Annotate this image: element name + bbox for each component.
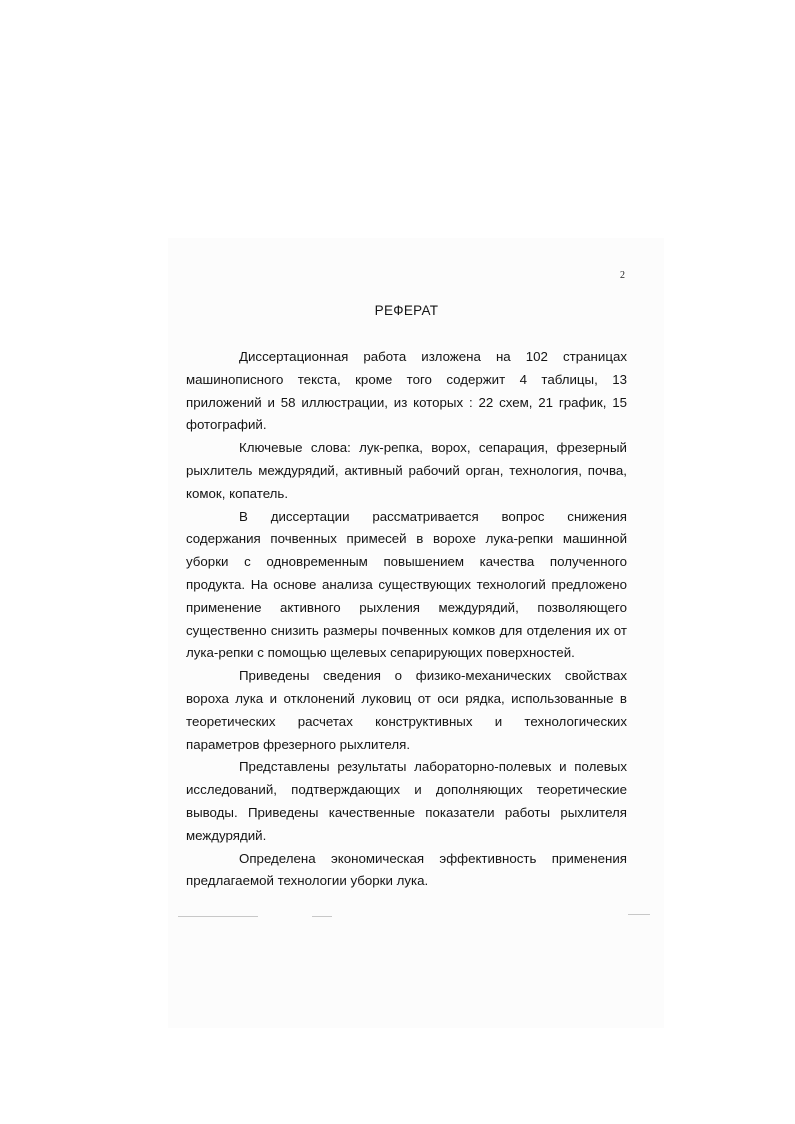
paragraph-summary: Диссертационная работа изложена на 102 страницах машинописного текста, кроме того содержит 4 таблицы, 13 приложений и 58 иллюстрации, из которых : 22 схем, 21 график, 15 фотографий. (186, 349, 627, 433)
scan-artifact-line (178, 916, 258, 917)
abstract-body (186, 346, 627, 893)
paragraph-results: Представлены результаты лабораторно-полевых и полевых исследований, подтверждающих и дополняющих теоретические выводы. Приведены качественные показатели работы рыхлителя междурядий. (186, 759, 627, 843)
document-title: РЕФЕРАТ (374, 303, 439, 318)
paragraph-keywords: Ключевые слова: лук-репка, ворох, сепарация, фрезерный рыхлитель междурядий, активный рабочий орган, технология, почва, комок, копатель. (186, 440, 627, 501)
paragraph-economics: Определена экономическая эффективность применения предлагаемой технологии уборки лука. (186, 850, 627, 889)
scan-artifact-line (628, 914, 650, 915)
scan-artifact-line (312, 916, 332, 917)
paragraph-problem: В диссертации рассматривается вопрос снижения содержания почвенных примесей в ворохе лука-репки машинной уборки с одновременным повышением качества полученного продукта. На основе анализа существующих технологий предложено применение активного рыхления междурядий, позволяющего существенно снизить размеры почвенных комков для отделения их от лука-репки с помощью щелевых сепарирующих поверхностей. (186, 508, 627, 661)
paragraph-properties: Приведены сведения о физико-механических свойствах вороха лука и отклонений луковиц от оси рядка, использованные в теоретических расчетах конструктивных и технологических параметров фрезерного рыхлителя. (186, 668, 627, 752)
page-number: 2 (620, 270, 625, 281)
